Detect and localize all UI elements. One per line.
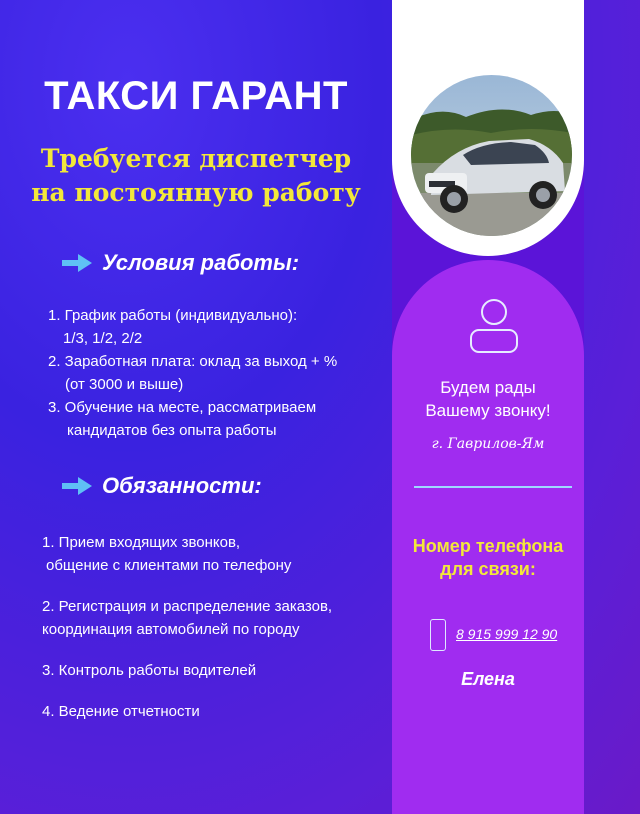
list-item: 2. Заработная плата: оклад за выход + %: [48, 353, 338, 370]
list-item: 1. График работы (индивидуально):: [48, 307, 298, 324]
conditions-heading-row: [60, 250, 299, 276]
list-item: (от 3000 и выше): [65, 376, 184, 393]
duties-heading: Обязанности:: [102, 473, 262, 498]
person-icon: [468, 298, 520, 354]
list-item: кандидатов без опыта работы: [67, 422, 277, 439]
contact-name: Елена: [461, 669, 515, 689]
city-label: г. Гаврилов-Ям: [431, 436, 545, 452]
list-item: общение с клиентами по телефону: [46, 557, 292, 574]
conditions-list: [48, 304, 337, 442]
divider: [414, 486, 572, 488]
list-item: 1. Прием входящих звонков,: [42, 534, 241, 551]
car-photo: [411, 75, 572, 236]
phone-label: [392, 535, 584, 581]
vacancy-subtitle: [10, 142, 382, 210]
smartphone-icon: [430, 619, 446, 651]
subtitle-line-2: на постоянную работу: [31, 178, 361, 207]
duties-list: [42, 531, 332, 723]
list-item: координация автомобилей по городу: [42, 621, 300, 638]
arrow-right-icon: [60, 475, 94, 497]
phone-label-line-2: для связи:: [440, 559, 536, 579]
list-item: 4. Ведение отчетности: [42, 703, 200, 720]
list-item: 2. Регистрация и распределение заказов,: [42, 598, 333, 615]
arrow-right-icon: [60, 252, 94, 274]
welcome-line-1: Будем рады: [440, 378, 536, 397]
list-item: 3. Контроль работы водителей: [42, 662, 257, 679]
subtitle-line-1: Требуется диспетчер: [40, 144, 352, 173]
welcome-text: [392, 376, 584, 422]
phone-number-link[interactable]: 8 915 999 12 90: [456, 626, 558, 642]
welcome-line-2: Вашему звонку!: [425, 401, 551, 420]
duties-heading-row: [60, 473, 262, 499]
list-item: 1/3, 1/2, 2/2: [63, 330, 143, 347]
page-title: ТАКСИ ГАРАНТ: [44, 74, 348, 118]
phone-label-line-1: Номер телефона: [412, 536, 564, 556]
list-item: 3. Обучение на месте, рассматриваем: [48, 399, 317, 416]
conditions-heading: Условия работы:: [102, 250, 300, 275]
